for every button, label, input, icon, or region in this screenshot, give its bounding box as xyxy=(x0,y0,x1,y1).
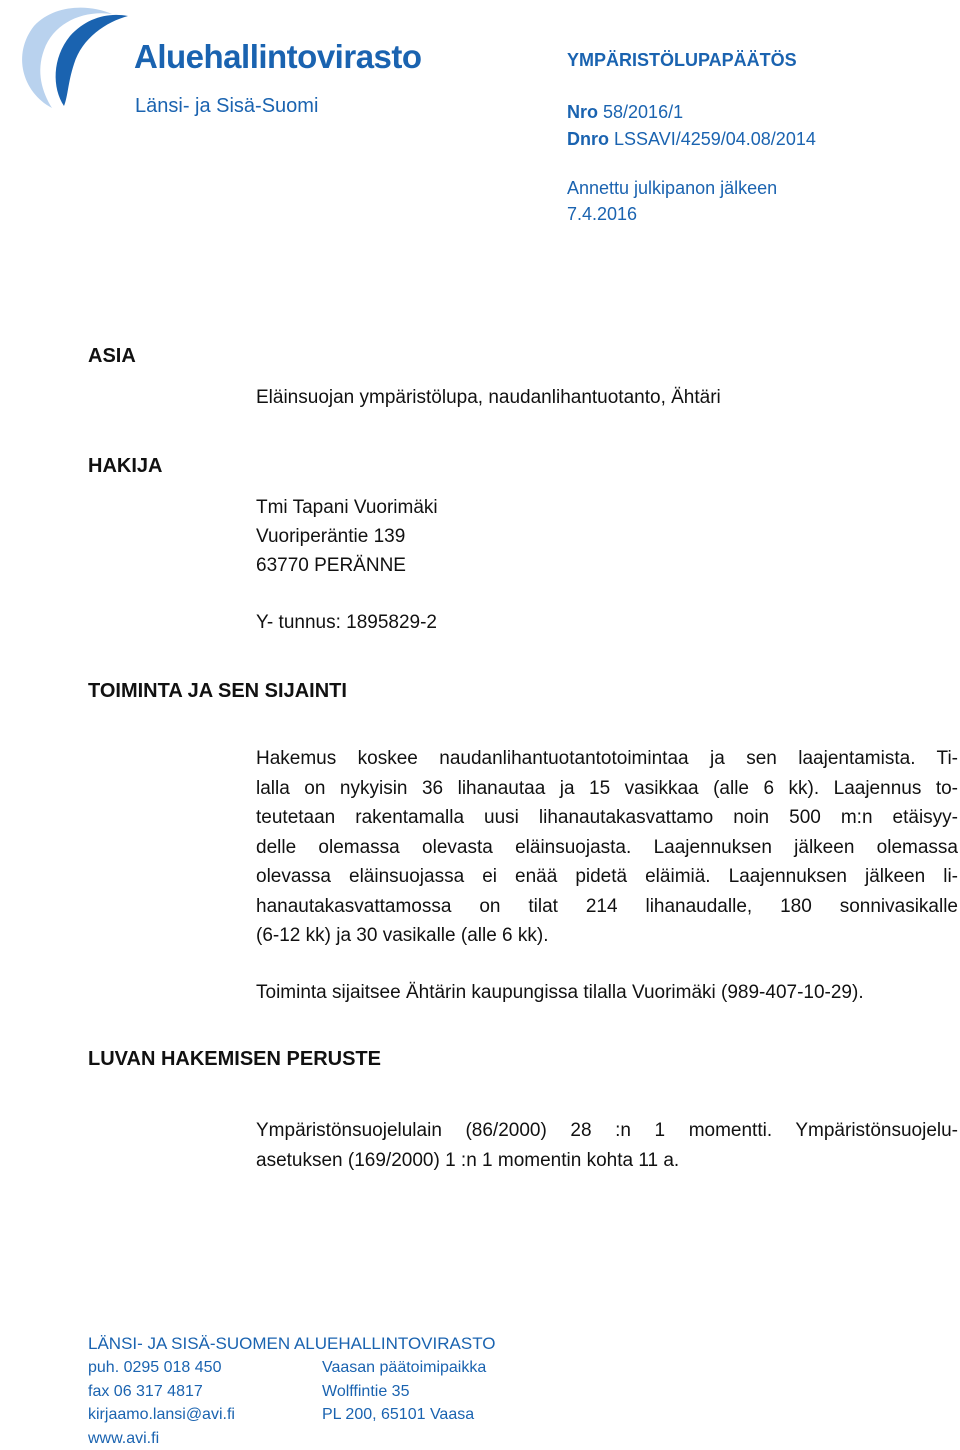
footer-email[interactable]: kirjaamo.lansi@avi.fi xyxy=(88,1406,235,1423)
issued-date: 7.4.2016 xyxy=(567,204,638,224)
footer-fax: fax 06 317 4817 xyxy=(88,1382,203,1400)
footer-office: Vaasan päätoimipaikka xyxy=(322,1359,487,1376)
toiminta-line: teutetaan rakentamalla uusi lihanautakasvattamo noin 500 m:n etäisyy- xyxy=(256,807,958,828)
toiminta-line: hanautakasvattamossa on tilat 214 lihanaudalle, 180 sonnivasikalle xyxy=(256,895,958,917)
applicant-street: Vuoriperäntie 139 xyxy=(256,526,406,547)
region-name: Länsi- ja Sisä-Suomi xyxy=(135,95,319,117)
toiminta-line: delle olemassa olevasta eläinsuojasta. Laajennuksen jälkeen olemassa xyxy=(256,836,958,858)
footer-phone: puh. 0295 018 450 xyxy=(88,1359,222,1376)
heading-toiminta: TOIMINTA JA SEN SIJAINTI xyxy=(88,680,347,702)
applicant-postal: 63770 PERÄNNE xyxy=(256,555,406,576)
footer-address xyxy=(322,1356,486,1427)
heading-peruste: LUVAN HAKEMISEN PERUSTE xyxy=(88,1048,381,1070)
footer-web[interactable]: www.avi.fi xyxy=(88,1429,160,1447)
heading-asia: ASIA xyxy=(88,345,136,367)
peruste-line: Ympäristönsuojelulain (86/2000) 28 :n 1 momentti. Ympäristönsuojelu- xyxy=(256,1120,958,1141)
footer-contact xyxy=(88,1356,235,1450)
asia-text: Eläinsuojan ympäristölupa, naudanlihantuotanto, Ähtäri xyxy=(256,387,721,408)
toiminta-line: (6-12 kk) ja 30 vasikalle (alle 6 kk). xyxy=(256,925,549,946)
nro-value: 58/2016/1 xyxy=(603,102,684,122)
org-name: Aluehallintovirasto xyxy=(134,38,422,75)
logo-swoosh-icon xyxy=(12,4,132,112)
dnro-value: LSSAVI/4259/04.08/2014 xyxy=(614,129,816,149)
issued-label: Annettu julkipanon jälkeen xyxy=(567,178,778,198)
toiminta-paragraph xyxy=(256,744,958,951)
peruste-line: asetuksen (169/2000) 1 :n 1 momentin kohta 11 a. xyxy=(256,1149,680,1171)
footer-postal: PL 200, 65101 Vaasa xyxy=(322,1406,475,1423)
dnro-line xyxy=(567,129,816,150)
toiminta-location: Toiminta sijaitsee Ähtärin kaupungissa tilalla Vuorimäki (989-407-10-29). xyxy=(256,982,864,1003)
applicant-name: Tmi Tapani Vuorimäki xyxy=(256,497,438,518)
nro-line xyxy=(567,102,683,123)
footer-street: Wolffintie 35 xyxy=(322,1382,410,1400)
toiminta-line: Hakemus koskee naudanlihantuotantotoimintaa ja sen laajentamista. Ti- xyxy=(256,748,958,769)
doc-type: YMPÄRISTÖLUPAPÄÄTÖS xyxy=(567,50,797,70)
heading-hakija: HAKIJA xyxy=(88,455,163,477)
toiminta-line: olevassa eläinsuojassa ei enää pidetä eläimiä. Laajennuksen jälkeen li- xyxy=(256,866,958,887)
dnro-label: Dnro xyxy=(567,129,609,149)
peruste-paragraph xyxy=(256,1116,958,1175)
toiminta-line: lalla on nykyisin 36 lihanautaa ja 15 vasikkaa (alle 6 kk). Laajennus to- xyxy=(256,777,958,799)
footer-org: LÄNSI- JA SISÄ-SUOMEN ALUEHALLINTOVIRASTO xyxy=(88,1334,496,1353)
applicant-business-id: Y- tunnus: 1895829-2 xyxy=(256,612,438,633)
nro-label: Nro xyxy=(567,102,598,122)
